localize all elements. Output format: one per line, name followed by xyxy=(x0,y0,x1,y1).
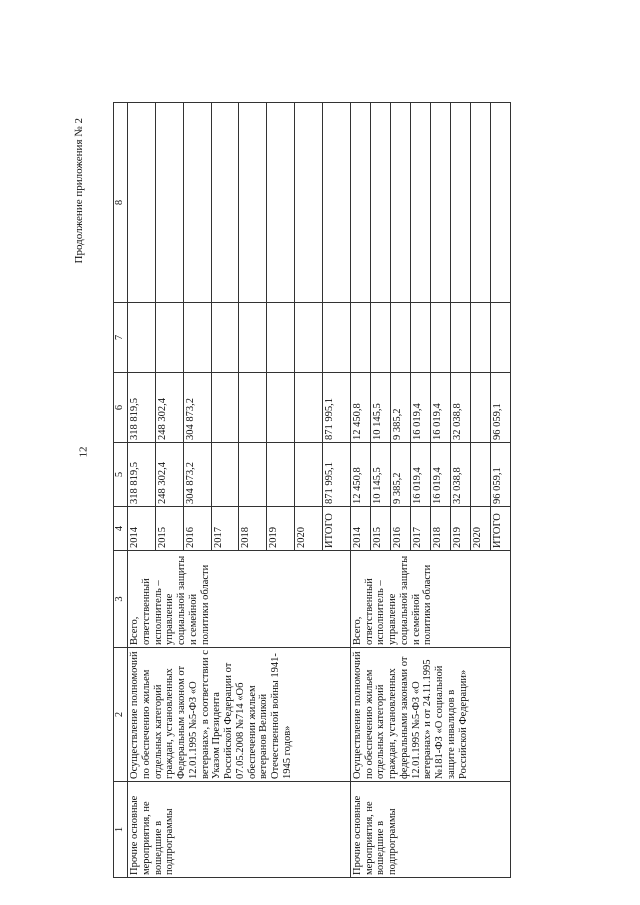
empty-cell xyxy=(450,303,470,373)
value-cell: 16 019,4 xyxy=(430,373,450,443)
empty-cell xyxy=(450,103,470,303)
year-cell: ИТОГО xyxy=(322,507,350,551)
value-cell xyxy=(267,443,295,507)
year-cell: 2017 xyxy=(410,507,430,551)
empty-cell xyxy=(350,303,370,373)
year-cell: 2016 xyxy=(390,507,410,551)
empty-cell xyxy=(490,303,510,373)
table-row xyxy=(128,103,156,878)
section-col1-cell: Прочие основные мероприятия, не вошедшие в подпрограммы xyxy=(350,782,510,878)
program-table xyxy=(113,102,511,878)
value-cell xyxy=(211,373,239,443)
value-cell: 12 450,8 xyxy=(350,443,370,507)
header-cell: 1 xyxy=(114,782,128,878)
empty-cell xyxy=(430,303,450,373)
value-cell: 10 145,5 xyxy=(370,373,390,443)
year-cell: 2016 xyxy=(183,507,211,551)
value-cell: 96 059,1 xyxy=(490,373,510,443)
empty-cell xyxy=(211,303,239,373)
empty-cell xyxy=(490,103,510,303)
header-row xyxy=(114,103,128,878)
value-cell: 32 038,8 xyxy=(450,443,470,507)
appendix-label: Продолжение приложения № 2 xyxy=(73,118,85,264)
empty-cell xyxy=(322,303,350,373)
year-cell: 2019 xyxy=(450,507,470,551)
empty-cell xyxy=(295,303,323,373)
value-cell: 16 019,4 xyxy=(410,443,430,507)
empty-cell xyxy=(183,103,211,303)
page-number: 12 xyxy=(77,446,90,458)
value-cell xyxy=(239,443,267,507)
year-cell: 2015 xyxy=(370,507,390,551)
value-cell xyxy=(295,443,323,507)
empty-cell xyxy=(470,303,490,373)
empty-cell xyxy=(430,103,450,303)
value-cell xyxy=(239,373,267,443)
empty-cell xyxy=(211,103,239,303)
year-cell: 2018 xyxy=(430,507,450,551)
header-cell: 7 xyxy=(114,303,128,373)
value-cell: 9 385,2 xyxy=(390,373,410,443)
value-cell xyxy=(211,443,239,507)
empty-cell xyxy=(390,103,410,303)
year-cell: 2019 xyxy=(267,507,295,551)
section-col1-cell: Прочие основные мероприятия, не вошедшие в подпрограммы xyxy=(128,782,351,878)
value-cell: 248 302,4 xyxy=(155,373,183,443)
value-cell: 304 873,2 xyxy=(183,373,211,443)
year-cell: 2020 xyxy=(470,507,490,551)
year-cell: 2015 xyxy=(155,507,183,551)
header-cell: 4 xyxy=(114,507,128,551)
section-col2-cell: Осуществление полномочий по обеспечению жильем отдельных категорий граждан, установленных Федеральным законом от 12.01.1995 №5-ФЗ «О ветеранах», в соответствии с Указом Президента Российской Федерации от 07.05.2008 №714 «Об обеспечении жильем ветеранов Великой Отечественной войны 1941-1945 годов» xyxy=(128,648,351,782)
value-cell: 16 019,4 xyxy=(430,443,450,507)
table-row xyxy=(350,103,370,878)
table-body xyxy=(128,103,511,878)
value-cell: 318 819,5 xyxy=(128,373,156,443)
data-table-sheet xyxy=(113,103,511,878)
header-cell: 8 xyxy=(114,103,128,303)
year-cell: 2018 xyxy=(239,507,267,551)
empty-cell xyxy=(267,303,295,373)
empty-cell xyxy=(410,303,430,373)
value-cell xyxy=(295,373,323,443)
year-cell: ИТОГО xyxy=(490,507,510,551)
empty-cell xyxy=(370,103,390,303)
value-cell: 32 038,8 xyxy=(450,373,470,443)
empty-cell xyxy=(390,303,410,373)
section-col3-cell: Всего, ответственный исполнитель – управление социальной защиты и семейной политики области xyxy=(350,551,510,648)
empty-cell xyxy=(295,103,323,303)
empty-cell xyxy=(155,103,183,303)
value-cell: 96 059,1 xyxy=(490,443,510,507)
value-cell: 871 995,1 xyxy=(322,443,350,507)
section-col3-cell: Всего, ответственный исполнитель – управление социальной защиты и семейной политики области xyxy=(128,551,351,648)
empty-cell xyxy=(155,303,183,373)
year-cell: 2020 xyxy=(295,507,323,551)
value-cell xyxy=(267,373,295,443)
empty-cell xyxy=(322,103,350,303)
value-cell xyxy=(470,373,490,443)
header-cell: 3 xyxy=(114,551,128,648)
header-cell: 6 xyxy=(114,373,128,443)
value-cell xyxy=(470,443,490,507)
year-cell: 2017 xyxy=(211,507,239,551)
empty-cell xyxy=(128,303,156,373)
year-cell: 2014 xyxy=(350,507,370,551)
value-cell: 871 995,1 xyxy=(322,373,350,443)
empty-cell xyxy=(128,103,156,303)
value-cell: 16 019,4 xyxy=(410,373,430,443)
value-cell: 304 873,2 xyxy=(183,443,211,507)
value-cell: 248 302,4 xyxy=(155,443,183,507)
value-cell: 12 450,8 xyxy=(350,373,370,443)
empty-cell xyxy=(183,303,211,373)
value-cell: 9 385,2 xyxy=(390,443,410,507)
year-cell: 2014 xyxy=(128,507,156,551)
value-cell: 318 819,5 xyxy=(128,443,156,507)
value-cell: 10 145,5 xyxy=(370,443,390,507)
header-cell: 5 xyxy=(114,443,128,507)
empty-cell xyxy=(470,103,490,303)
empty-cell xyxy=(239,103,267,303)
header-cell: 2 xyxy=(114,648,128,782)
empty-cell xyxy=(410,103,430,303)
section-col2-cell: Осуществление полномочий по обеспечению жильем отдельных категорий граждан, установленных федеральными законами от 12.01.1995 №5-ФЗ «О ветеранах» и от 24.11.1995 №181-ФЗ «О социальной защите инвалидов в Российской Федерации» xyxy=(350,648,510,782)
empty-cell xyxy=(239,303,267,373)
empty-cell xyxy=(267,103,295,303)
empty-cell xyxy=(350,103,370,303)
empty-cell xyxy=(370,303,390,373)
